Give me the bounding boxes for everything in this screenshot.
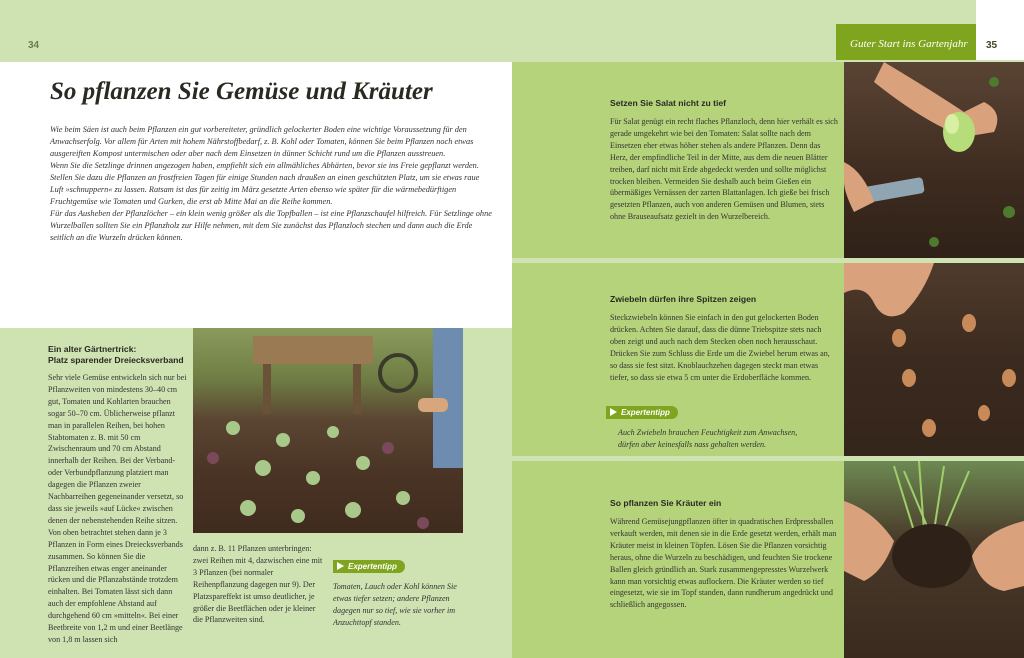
intro-paragraph: Wie beim Säen ist auch beim Pflanzen ein gut vorbereiteter, gründlich gelockerter Boden eine wichtige Voraussetzung für den Anwachserfolg. Vor allem für Arten mit hohem Nährstoffbedarf, z. B. Kohl oder Tomaten, können Sie beim Pflanzen noch etwas ausgereiften Kompost untermischen oder aber nach dem Einsetzen in dünner Schicht rund um die Pflanzen ausstreuen. bbox=[50, 125, 474, 158]
onion-planting-photo bbox=[844, 263, 1024, 456]
expert-tip-label: Expertentipp bbox=[348, 561, 397, 571]
intro-paragraph: Für das Ausheben der Pflanzlöcher – ein klein wenig größer als die Topfballen – ist eine Pflanzschaufel hilfreich. Für Setzlinge ohne Wurzelballen sollten Sie ein Pflanzholz zur Hilfe nehmen, mit dem Sie zunächst das Pflanzloch stechen und dann auch die Erde seitlich an die Wurzeln drücken können. bbox=[50, 209, 492, 242]
section-herbs bbox=[610, 498, 838, 611]
gardener-trick-body-continued: dann z. B. 11 Pflanzen unterbringen: zwei Reihen mit 4, dazwischen eine mit 3 Pflanzen (bei normaler Reihenpflanzung dagegen nur 9). Der Platzspareffekt ist umso deutlicher, je größer die Beetflächen oder je kleiner die Pflanzweiten sind. bbox=[193, 544, 323, 625]
herb-planting-illustration bbox=[844, 461, 1024, 658]
gardener-trick-heading bbox=[48, 344, 188, 366]
section-lettuce bbox=[610, 98, 838, 223]
expert-tip-left bbox=[333, 557, 473, 629]
herb-planting-photo bbox=[844, 461, 1024, 658]
page-number-right: 35 bbox=[986, 40, 998, 51]
gardener-trick-heading-line1: Ein alter Gärtnertrick: bbox=[48, 344, 137, 354]
expert-tip-badge bbox=[606, 406, 678, 419]
section-body: Steckzwiebeln können Sie einfach in den gut gelockerten Boden drücken. Achten Sie darauf, dass die dünne Triebspitze stets nach oben zeigt und auch nach dem Stecken oben noch herausschaut. Drücken Sie zum Schluss die Erde um die Zwiebel herum etwas an, so dass sie fest sitzt. Knoblauchzehen dagegen steckt man etwas tiefer, so dass sie etwa 5 cm unter die Erdoberfläche kommen. bbox=[610, 313, 830, 382]
section-onions bbox=[610, 294, 838, 383]
arrow-right-icon bbox=[610, 408, 617, 416]
expert-tip-text: Auch Zwiebeln brauchen Feuchtigkeit zum Anwachsen, dürfen aber keinesfalls nass gehalten werden. bbox=[618, 428, 798, 449]
section-heading: Setzen Sie Salat nicht zu tief bbox=[610, 98, 727, 108]
chapter-title-tab: Guter Start ins Gartenjahr bbox=[836, 24, 976, 60]
page-edge bbox=[976, 0, 1024, 60]
intro-text bbox=[50, 124, 492, 244]
section-heading: So pflanzen Sie Kräuter ein bbox=[610, 498, 722, 508]
section-heading: Zwiebeln dürfen ihre Spitzen zeigen bbox=[610, 294, 757, 304]
expert-tip-text: Tomaten, Lauch oder Kohl können Sie etwas tiefer setzen; andere Pflanzen dagegen nur so tief, wie sie vorher im Anzuchttopf standen. bbox=[333, 582, 457, 627]
lettuce-planting-illustration bbox=[844, 62, 1024, 258]
onion-planting-illustration bbox=[844, 263, 1024, 456]
lettuce-planting-photo bbox=[844, 62, 1024, 258]
garden-bed-photo bbox=[193, 328, 463, 533]
arrow-right-icon bbox=[337, 562, 344, 570]
expert-tip-badge bbox=[333, 560, 405, 573]
section-body: Während Gemüsejungpflanzen öfter in quadratischen Erdpressballen verkauft werden, mit denen sie in die Erde gesetzt werden, erhält man Kräuter meist in kleinen Töpfen. Lösen Sie die Pflanzen vorsichtig heraus, ohne die Wurzeln zu beschädigen, und feuchten Sie trockene Ballen gleich gründlich an. Stark zusammengepresstes Wurzelwerk kann man vorsichtig etwas auflockern. Die Kräuter werden so tief eingesetzt, wie sie im Topf standen, dann rundherum angedrückt und schließlich angegossen. bbox=[610, 517, 837, 610]
expert-tip-right bbox=[606, 403, 806, 451]
page-title: So pflanzen Sie Gemüse und Kräuter bbox=[50, 78, 433, 105]
garden-bed-illustration bbox=[193, 328, 463, 533]
gardener-trick-box bbox=[48, 344, 188, 646]
expert-tip-label: Expertentipp bbox=[621, 407, 670, 417]
section-body: Für Salat genügt ein recht flaches Pflanzloch, denn hier verhält es sich gerade umgekehrt wie bei den Tomaten: Salat sollte nach dem Einsetzen eher etwas höher stehen als andere Pflanzen. Denn das Herz, der empfindliche Teil in der Mitte, aus dem die neuen Blätter treiben, darf nicht mit Erde abgedeckt werden und sollte möglichst trocken bleiben. Vermeiden Sie deshalb auch beim Gießen ein übermäßiges Vernässen der zarten Blattanlagen. Ich gieße bei frisch gesetzten Pflanzen, auch von anderen Gemüsen und Blumen, stets ohne Brauseaufsatz gezielt in den Wurzelbereich. bbox=[610, 117, 838, 222]
intro-paragraph: Wenn Sie die Setzlinge drinnen angezogen haben, empfiehlt sich ein allmähliches Abhärten, bevor sie ins Freie gepflanzt werden. Stellen Sie dazu die Pflanzen an frostfreien Tagen für einige Stunden nach draußen an einen geschützten Platz, um sie etwas raue Luft »schnuppern« zu lassen. Ratsam ist das für zeitig im März gesetzte Arten ebenso wie später für die wärmebedürftigen Fruchtgemüse wie Tomaten und Gurken, die erst ab Mitte Mai an die Reihe kommen. bbox=[50, 161, 480, 206]
gardener-trick-heading-line2: Platz sparender Dreiecksverband bbox=[48, 355, 184, 365]
page-number-left: 34 bbox=[28, 40, 40, 51]
gardener-trick-body: Sehr viele Gemüse entwickeln sich nur bei Pflanzweiten von mindestens 30–40 cm gut, Tomaten und Kohlarten brauchen sogar 50–70 cm. Üblicherweise pflanzt man in parallelen Reihen, bei hohen Stabtomaten z. B. mit 50 cm Zwischenraum und 70 cm Abstand innerhalb der Reihen. Bei der Verband- oder Verbundpflanzung platziert man dagegen die Pflanzen zweier Nachbarreihen gegeneinander versetzt, so dass sie jeweils »auf Lücke« zwischen denen der nebenstehenden Reihe sitzen. Von oben betrachtet stehen dann je 3 Pflanzen in Form eines Dreiecksverbands zusammen. So können Sie die Pflanzreihen etwas enger aneinander rücken und die Pflanzabstände trotzdem einhalten. Bei Tomaten lässt sich dann auch der empfohlene Abstand auf durchgehend 60 cm »mitteln«. Bei einer Beetbreite von 1,2 m und einer Beetlänge von 1,8 m lassen sich bbox=[48, 373, 187, 644]
